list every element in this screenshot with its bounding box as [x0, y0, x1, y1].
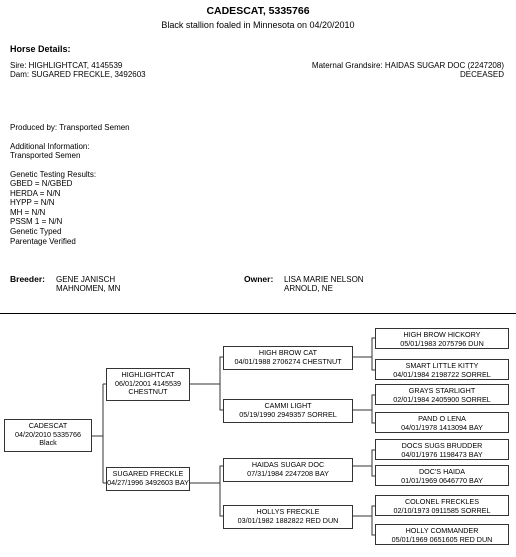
owner-label: Owner:: [244, 274, 274, 284]
horse-info: 05/01/1969 0651605 RED DUN: [391, 534, 493, 544]
sire-line: Sire: HIGHLIGHTCAT, 4145539: [10, 61, 123, 70]
horse-info: 01/01/1969 0646770 BAY: [401, 475, 483, 485]
horse-subtitle: Black stallion foaled in Minnesota on 04/20/2010: [161, 20, 355, 30]
breeder-name: GENE JANISCH: [56, 275, 116, 284]
produced-by: Produced by: Transported Semen: [10, 123, 130, 132]
horse-name: PAND O LENA: [418, 414, 466, 423]
additional-info-value: Transported Semen: [10, 151, 81, 160]
horse-info: 05/19/1990 2949357 SORREL: [239, 409, 337, 419]
pedigree-grandparent: [223, 399, 353, 423]
horse-info: 06/01/2001 4145539: [115, 378, 181, 388]
horse-name: CADESCAT: [28, 421, 68, 430]
horse-name: SUGARED FRECKLE: [112, 469, 184, 478]
pedigree-great-grandparent: [375, 495, 509, 516]
genetic-result: GBED = N/GBED: [10, 179, 73, 188]
genetic-result: Genetic Typed: [10, 226, 62, 236]
pedigree-great-grandparent: [375, 439, 509, 460]
pedigree-dam: [106, 467, 190, 491]
horse-info: 02/01/1984 2405900 SORREL: [393, 394, 491, 404]
maternal-grandsire-status: DECEASED: [459, 70, 504, 79]
horse-name: COLONEL FRECKLES: [404, 497, 480, 506]
horse-color: CHESTNUT: [128, 387, 168, 397]
pedigree-grandparent: [223, 505, 353, 529]
pedigree-great-grandparent: [375, 328, 509, 349]
horse-name: HAIDAS SUGAR DOC: [251, 460, 325, 469]
pedigree-subject: [4, 419, 92, 452]
owner-name: LISA MARIE NELSON: [284, 275, 364, 284]
horse-info: 04/27/1996 3492603 BAY: [107, 477, 189, 487]
horse-info: 02/10/1973 0911585 SORREL: [393, 505, 491, 515]
dam-line: Dam: SUGARED FRECKLE, 3492603: [10, 70, 146, 79]
genetic-result: HYPP = N/N: [10, 198, 55, 208]
horse-info: 03/01/1982 1882822 RED DUN: [237, 515, 339, 525]
owner-location: ARNOLD, NE: [284, 284, 333, 293]
pedigree-great-grandparent: [375, 384, 509, 405]
genetic-testing-label: Genetic Testing Results:: [10, 170, 97, 179]
horse-info: 04/20/2010 5335766: [15, 429, 81, 439]
genetic-result: HERDA = N/N: [10, 188, 61, 198]
maternal-grandsire-line: Maternal Grandsire: HAIDAS SUGAR DOC (2247208): [311, 61, 504, 70]
genetic-result: MH = N/N: [10, 207, 46, 217]
horse-info: 04/01/1988 2706274 CHESTNUT: [234, 356, 342, 366]
horse-name: CAMMI LIGHT: [264, 401, 312, 410]
horse-name: DOCS SUGS BRUDDER: [401, 441, 483, 450]
additional-info-label: Additional Information:: [10, 142, 90, 151]
pedigree-great-grandparent: [375, 412, 509, 433]
horse-color: Black: [39, 438, 57, 448]
horse-name: HOLLY COMMANDER: [405, 526, 479, 535]
pedigree-great-grandparent: [375, 524, 509, 545]
horse-title: CADESCAT, 5335766: [206, 5, 310, 17]
breeder-label: Breeder:: [10, 274, 45, 284]
horse-name: HIGH BROW HICKORY: [403, 330, 481, 339]
horse-name: SMART LITTLE KITTY: [405, 361, 479, 370]
pedigree-grandparent: [223, 458, 353, 482]
horse-info: 04/01/1984 2198722 SORREL: [393, 369, 491, 379]
genetic-result: PSSM 1 = N/N: [10, 217, 63, 227]
pedigree-great-grandparent: [375, 465, 509, 486]
horse-name: DOC'S HAIDA: [418, 467, 466, 476]
horse-info: 05/01/1983 2075796 DUN: [400, 338, 484, 348]
breeder-location: MAHNOMEN, MN: [56, 284, 121, 293]
horse-info: 07/31/1984 2247208 BAY: [247, 468, 329, 478]
pedigree-grandparent: [223, 346, 353, 370]
pedigree-great-grandparent: [375, 359, 509, 380]
horse-info: 04/01/1978 1413094 BAY: [401, 422, 483, 432]
genetic-result: Parentage Verified: [10, 236, 76, 246]
horse-details-heading: Horse Details:: [10, 44, 71, 54]
pedigree-sire: [106, 368, 190, 401]
horse-name: HIGH BROW CAT: [258, 348, 318, 357]
horse-name: HOLLYS FRECKLE: [256, 507, 320, 516]
horse-name: GRAYS STARLIGHT: [408, 386, 476, 395]
horse-info: 04/01/1976 1198473 BAY: [401, 449, 483, 459]
horse-name: HIGHLIGHTCAT: [121, 370, 175, 379]
